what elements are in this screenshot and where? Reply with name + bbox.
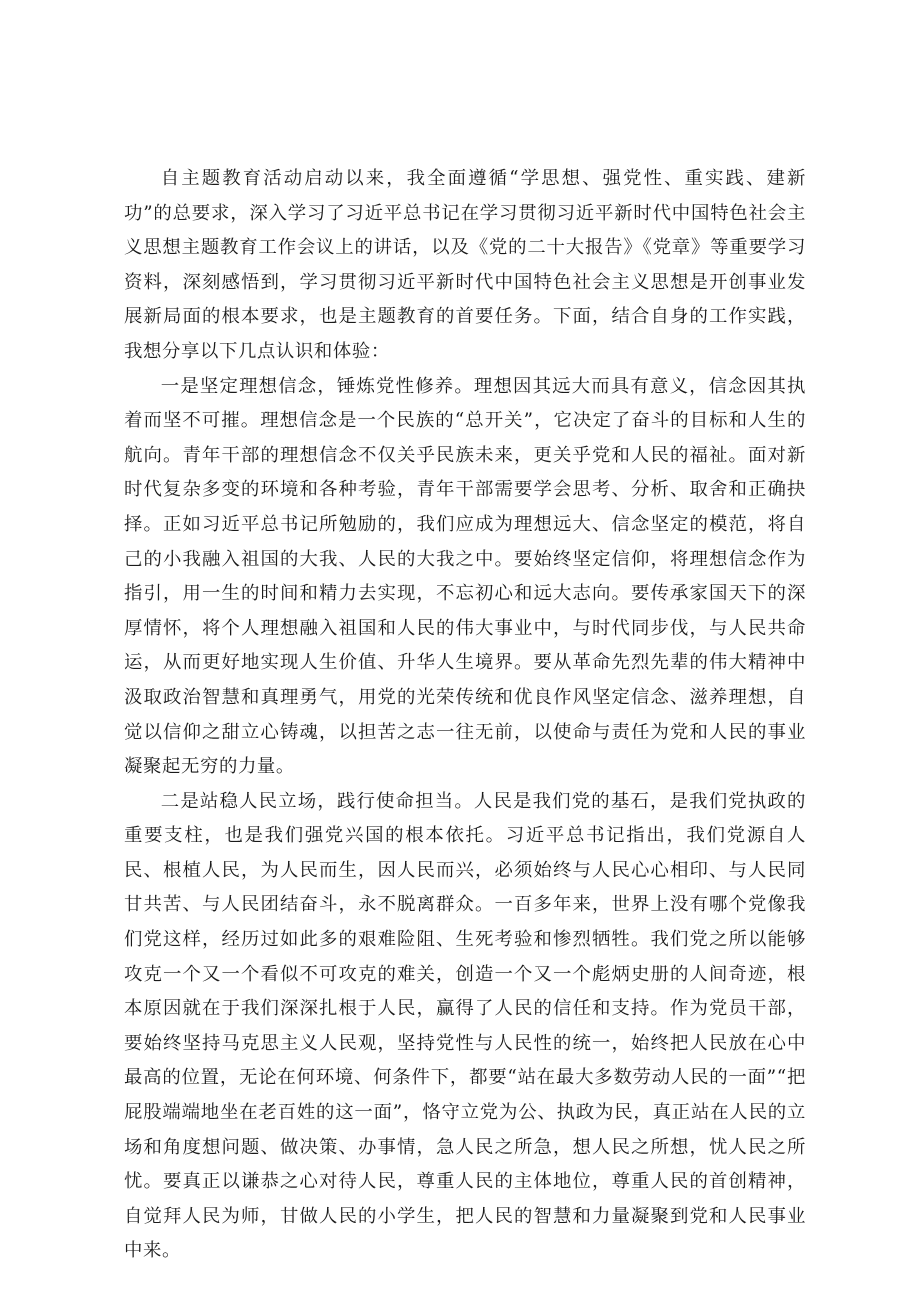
paragraph-people-stance: 二是站稳人民立场，践行使命担当。人民是我们党的基石，是我们党执政的重要支柱，也是我们强党兴国的根本依托。习近平总书记指出，我们党源自人民、根植人民，为人民而生，因人民而兴，必须始终与人民心心相印、与人民同甘共苦、与人民团结奋斗，永不脱离群众。一百多年来，世界上没有哪个党像我们党这样，经历过如此多的艰难险阻、生死考验和惨烈牺牲。我们党之所以能够攻克一个又一个看似不可攻克的难关，创造一个又一个彪炳史册的人间奇迹，根本原因就在于我们深深扎根于人民，赢得了人民的信任和支持。作为党员干部，要始终坚持马克思主义人民观，坚持党性与人民性的统一，始终把人民放在心中最高的位置，无论在何环境、何条件下，都要“站在最大多数劳动人民的一面”“把屁股端端地坐在老百姓的这一面”，恪守立党为公、执政为民，真正站在人民的立场和角度想问题、做决策、办事情，急人民之所急，想人民之所想，忧人民之所忧。要真正以谦恭之心对待人民，尊重人民的主体地位，尊重人民的首创精神，自觉拜人民为师，甘做人民的小学生，把人民的智慧和力量凝聚到党和人民事业中来。: [124, 790, 806, 1262]
document-body: [124, 162, 806, 1269]
paragraph-intro: 自主题教育活动启动以来，我全面遵循“学思想、强党性、重实践、建新功”的总要求，深入学习了习近平总书记在学习贯彻习近平新时代中国特色社会主义思想主题教育工作会议上的讲话，以及《党的二十大报告》《党章》等重要学习资料，深刻感悟到，学习贯彻习近平新时代中国特色社会主义思想是开创事业发展新局面的根本要求，也是主题教育的首要任务。下面，结合自身的工作实践，我想分享以下几点认识和体验：: [124, 168, 806, 362]
paragraph-ideals-faith: 一是坚定理想信念，锤炼党性修养。理想因其远大而具有意义，信念因其执着而坚不可摧。理想信念是一个民族的“总开关”，它决定了奋斗的目标和人生的航向。青年干部的理想信念不仅关乎民族未来，更关乎党和人民的福祉。面对新时代复杂多变的环境和各种考验，青年干部需要学会思考、分析、取舍和正确抉择。正如习近平总书记所勉励的，我们应成为理想远大、信念坚定的模范，将自己的小我融入祖国的大我、人民的大我之中。要始终坚定信仰，将理想信念作为指引，用一生的时间和精力去实现，不忘初心和远大志向。要传承家国天下的深厚情怀，将个人理想融入祖国和人民的伟大事业中，与时代同步伐，与人民共命运，从而更好地实现人生价值、升华人生境界。要从革命先烈先辈的伟大精神中汲取政治智慧和真理勇气，用党的光荣传统和优良作风坚定信念、滋养理想，自觉以信仰之甜立心铸魂，以担苦之志一往无前，以使命与责任为党和人民的事业凝聚起无穷的力量。: [124, 375, 806, 778]
